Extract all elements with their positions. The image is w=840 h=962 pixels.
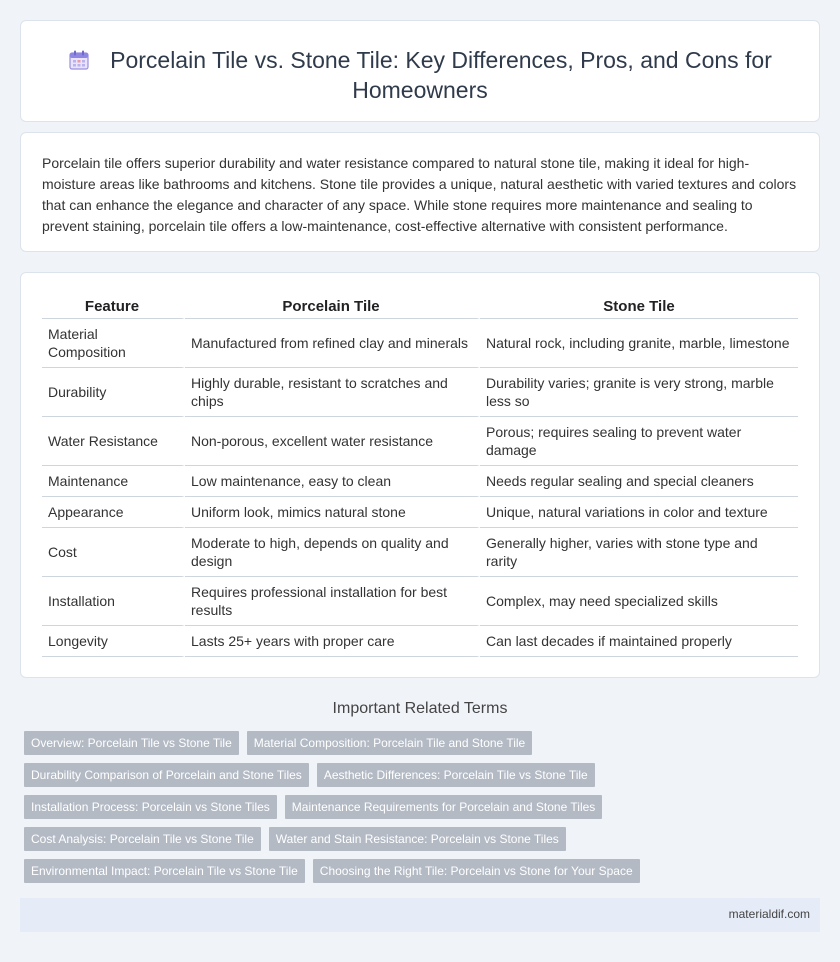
header-stone-tile: Stone Tile <box>480 295 798 319</box>
table-row <box>42 497 798 528</box>
calendar-icon <box>68 49 90 71</box>
title-card <box>20 20 820 122</box>
row-feature: Installation <box>42 577 185 626</box>
tag-row <box>24 795 784 819</box>
related-term-link[interactable]: Environmental Impact: Porcelain Tile vs Stone Tile <box>24 859 305 883</box>
row-feature: Longevity <box>42 626 185 657</box>
footer-site-link[interactable]: materialdif.com <box>728 907 810 921</box>
row-porcelain: Non-porous, excellent water resistance <box>185 417 480 466</box>
related-term-link[interactable]: Aesthetic Differences: Porcelain Tile vs Stone Tile <box>317 763 595 787</box>
table-row <box>42 466 798 497</box>
table-row <box>42 577 798 626</box>
row-feature: Durability <box>42 368 185 417</box>
row-feature: Cost <box>42 528 185 577</box>
title-wrap <box>61 45 779 105</box>
tag-row <box>24 731 784 755</box>
comparison-table-card <box>20 272 820 678</box>
row-stone: Needs regular sealing and special cleaners <box>480 466 798 497</box>
table-row <box>42 368 798 417</box>
row-feature: Water Resistance <box>42 417 185 466</box>
related-term-link[interactable]: Overview: Porcelain Tile vs Stone Tile <box>24 731 239 755</box>
row-porcelain: Manufactured from refined clay and minerals <box>185 319 480 368</box>
header-porcelain-tile: Porcelain Tile <box>185 295 480 319</box>
tag-row <box>24 827 784 851</box>
row-feature: Material Composition <box>42 319 185 368</box>
page-title: Porcelain Tile vs. Stone Tile: Key Differences, Pros, and Cons for Homeowners <box>110 47 772 103</box>
row-feature: Maintenance <box>42 466 185 497</box>
row-stone: Generally higher, varies with stone type and rarity <box>480 528 798 577</box>
row-stone: Durability varies; granite is very strong, marble less so <box>480 368 798 417</box>
related-term-link[interactable]: Cost Analysis: Porcelain Tile vs Stone Tile <box>24 827 261 851</box>
table-header-row <box>42 295 798 319</box>
related-term-link[interactable]: Material Composition: Porcelain Tile and Stone Tile <box>247 731 532 755</box>
tag-row <box>24 859 784 883</box>
footer <box>20 898 820 932</box>
header-feature: Feature <box>42 295 185 319</box>
row-stone: Can last decades if maintained properly <box>480 626 798 657</box>
related-term-link[interactable]: Installation Process: Porcelain vs Stone Tiles <box>24 795 277 819</box>
row-porcelain: Moderate to high, depends on quality and design <box>185 528 480 577</box>
related-term-link[interactable]: Choosing the Right Tile: Porcelain vs Stone for Your Space <box>313 859 640 883</box>
intro-card <box>20 132 820 252</box>
related-term-link[interactable]: Maintenance Requirements for Porcelain and Stone Tiles <box>285 795 603 819</box>
row-porcelain: Requires professional installation for best results <box>185 577 480 626</box>
tag-row <box>24 763 784 787</box>
row-stone: Complex, may need specialized skills <box>480 577 798 626</box>
related-terms-tags <box>24 731 784 891</box>
row-stone: Natural rock, including granite, marble, limestone <box>480 319 798 368</box>
row-porcelain: Lasts 25+ years with proper care <box>185 626 480 657</box>
related-term-link[interactable]: Durability Comparison of Porcelain and Stone Tiles <box>24 763 309 787</box>
intro-paragraph: Porcelain tile offers superior durability and water resistance compared to natural stone tile, making it ideal for high-moisture areas like bathrooms and kitchens. Stone tile provides a unique, natural aesthetic with varied textures and colors that can enhance the elegance and character of any space. While stone requires more maintenance and sealing to prevent staining, porcelain tile offers a low-maintenance, cost-effective alternative with consistent performance. <box>42 155 797 234</box>
row-porcelain: Low maintenance, easy to clean <box>185 466 480 497</box>
row-porcelain: Highly durable, resistant to scratches and chips <box>185 368 480 417</box>
row-stone: Unique, natural variations in color and texture <box>480 497 798 528</box>
related-terms-heading: Important Related Terms <box>332 700 508 717</box>
table-row <box>42 319 798 368</box>
related-term-link[interactable]: Water and Stain Resistance: Porcelain vs Stone Tiles <box>269 827 566 851</box>
table-row <box>42 417 798 466</box>
row-porcelain: Uniform look, mimics natural stone <box>185 497 480 528</box>
comparison-table <box>42 295 798 657</box>
row-feature: Appearance <box>42 497 185 528</box>
table-row <box>42 626 798 657</box>
table-row <box>42 528 798 577</box>
row-stone: Porous; requires sealing to prevent water damage <box>480 417 798 466</box>
